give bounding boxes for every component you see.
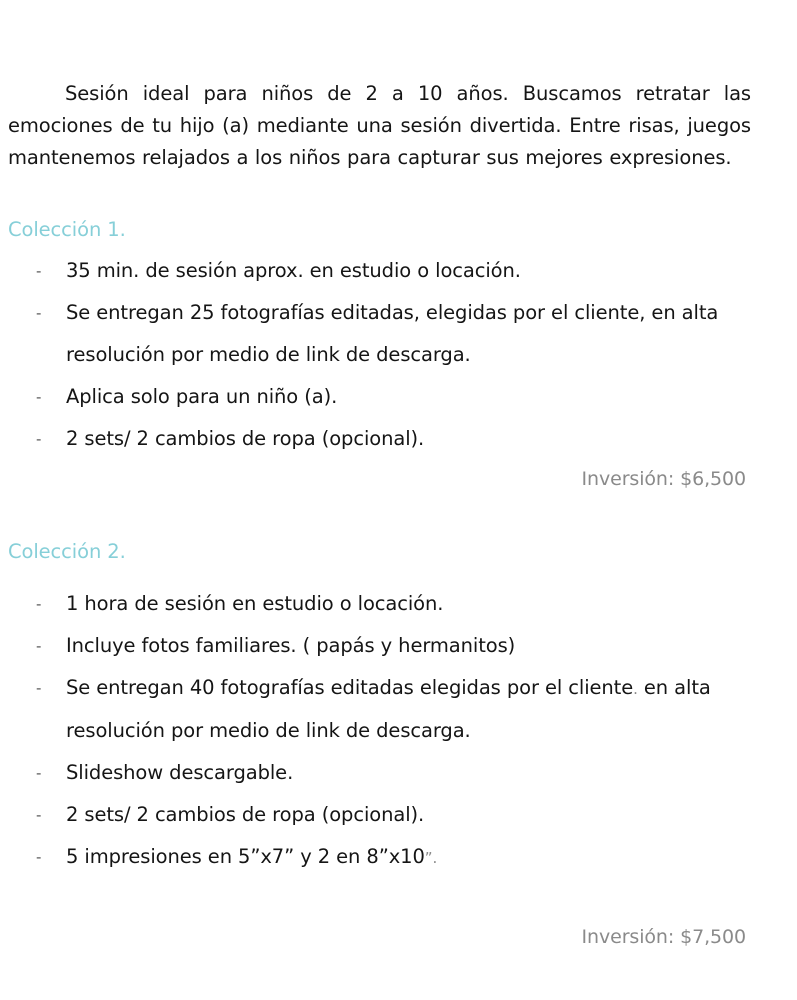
item-text: 2 sets/ 2 cambios de ropa (opcional). bbox=[66, 803, 425, 826]
list-dash: - bbox=[36, 679, 42, 697]
list-dash: - bbox=[36, 806, 42, 824]
item-text: 2 sets/ 2 cambios de ropa (opcional). bbox=[66, 427, 425, 450]
list-dash: - bbox=[36, 595, 42, 613]
collection-2-item bbox=[0, 794, 760, 836]
item-text-small-mark: ”. bbox=[424, 849, 438, 867]
item-text: 1 hora de sesión en estudio o locación. bbox=[66, 592, 444, 615]
list-dash: - bbox=[36, 430, 42, 448]
collection-2-item bbox=[0, 836, 760, 879]
collection-1-item bbox=[0, 376, 760, 418]
item-text: resolución por medio de link de descarga. bbox=[66, 343, 471, 366]
collection-2-list bbox=[0, 583, 760, 879]
item-text: resolución por medio de link de descarga. bbox=[66, 719, 471, 742]
list-dash: - bbox=[36, 262, 42, 280]
item-text-small-mark: . bbox=[633, 680, 638, 698]
list-dash: - bbox=[36, 388, 42, 406]
collection-2-heading: Colección 2. bbox=[8, 540, 126, 563]
list-dash: - bbox=[36, 848, 42, 866]
collection-1-item bbox=[0, 292, 760, 334]
collection-1-item bbox=[0, 250, 760, 292]
item-text: Incluye fotos familiares. ( papás y hermanitos) bbox=[66, 634, 516, 657]
collection-1-list bbox=[0, 250, 760, 460]
item-text: 35 min. de sesión aprox. en estudio o locación. bbox=[66, 259, 521, 282]
collection-1-heading: Colección 1. bbox=[8, 218, 126, 241]
collection-2-item bbox=[0, 583, 760, 625]
item-text: Aplica solo para un niño (a). bbox=[66, 385, 338, 408]
collection-1-price: Inversión: $6,500 bbox=[581, 468, 746, 490]
collection-1-item-continuation bbox=[0, 334, 760, 376]
collection-2-item-continuation bbox=[0, 710, 760, 752]
collection-2-item bbox=[0, 625, 760, 667]
item-text: Se entregan 25 fotografías editadas, elegidas por el cliente, en alta bbox=[66, 301, 719, 324]
item-text-after: en alta bbox=[637, 676, 711, 699]
intro-paragraph: Sesión ideal para niños de 2 a 10 años. Buscamos retratar las emociones de tu hijo (a) mediante una sesión divertida. Entre risas, juegos mantenemos relajados a los niños para capturar sus mejores expresiones. bbox=[8, 81, 751, 169]
collection-2-item bbox=[0, 667, 760, 710]
item-text: Slideshow descargable. bbox=[66, 761, 294, 784]
list-dash: - bbox=[36, 764, 42, 782]
collection-2-item bbox=[0, 752, 760, 794]
item-text: Se entregan 40 fotografías editadas elegidas por el cliente bbox=[66, 676, 634, 699]
collection-2-price: Inversión: $7,500 bbox=[581, 926, 746, 948]
list-dash: - bbox=[36, 304, 42, 322]
item-text: 5 impresiones en 5”x7” y 2 en 8”x10 bbox=[66, 845, 425, 868]
collection-1-item bbox=[0, 418, 760, 460]
list-dash: - bbox=[36, 637, 42, 655]
